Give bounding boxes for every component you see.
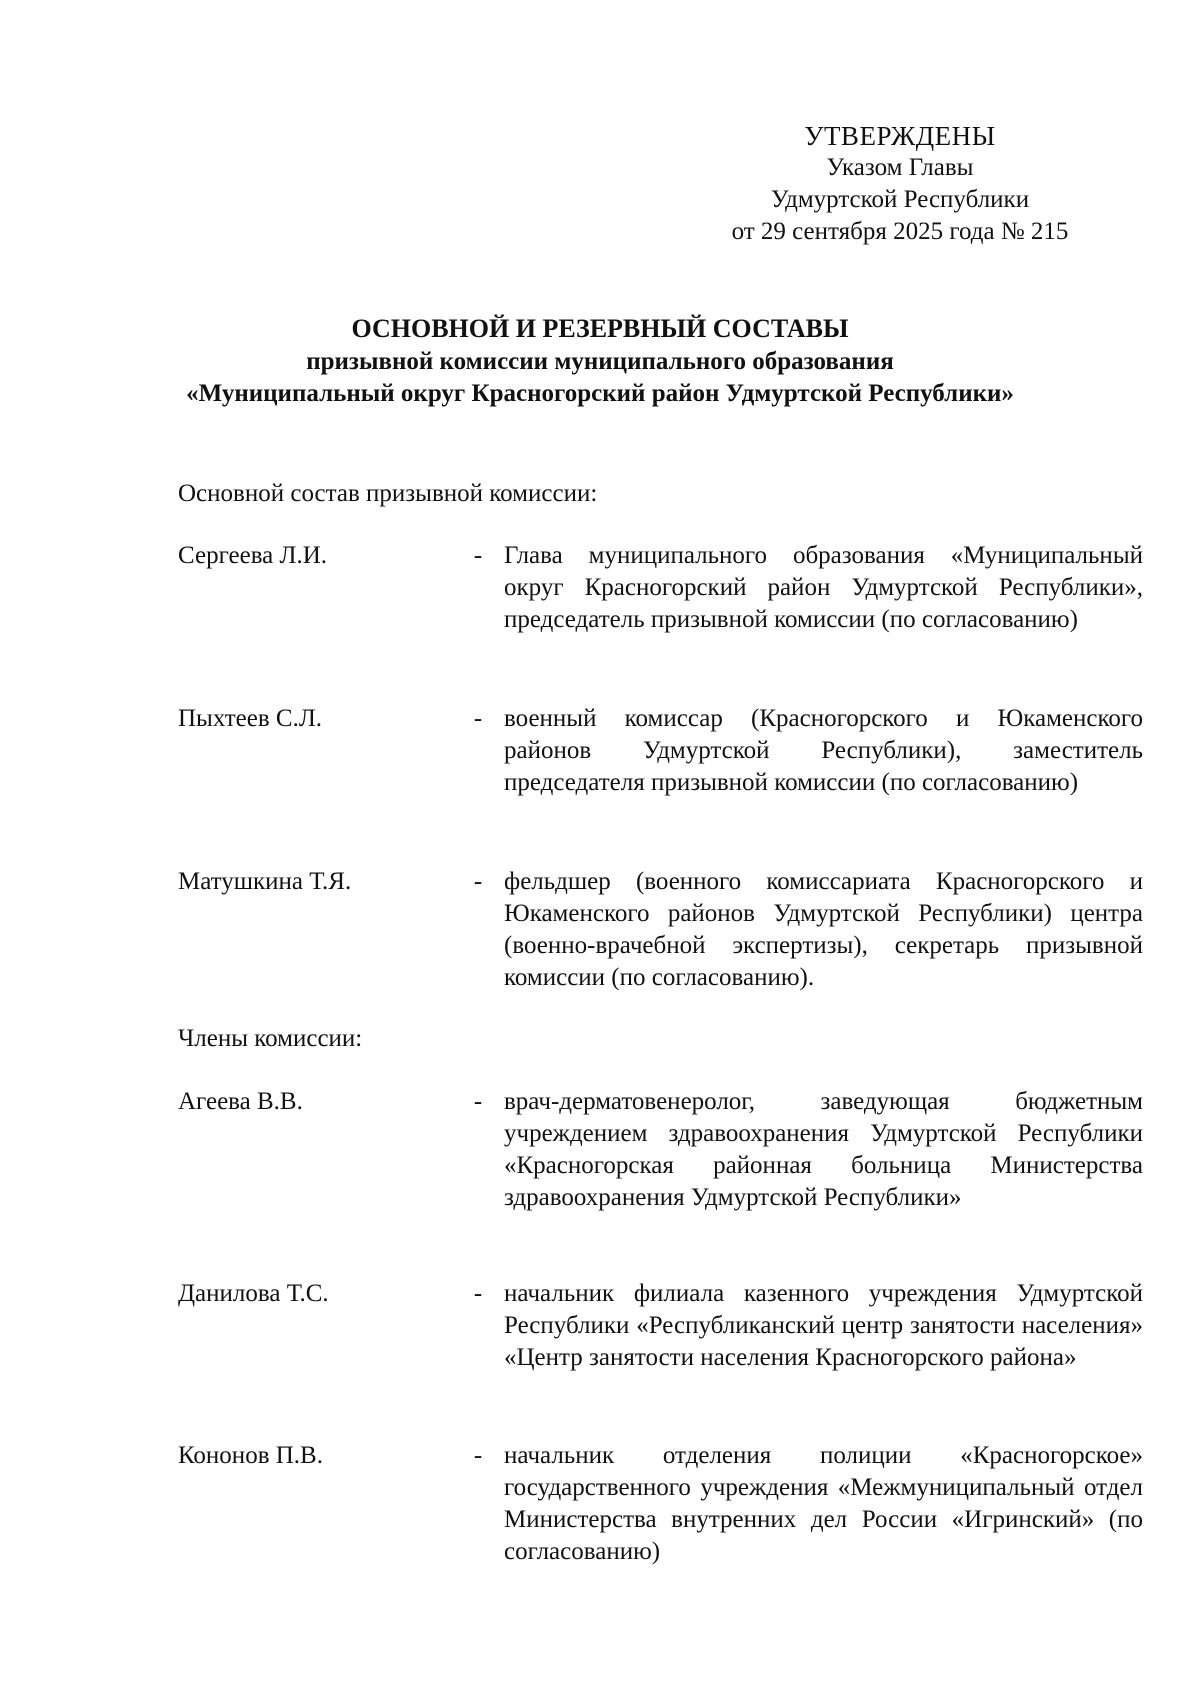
document-title [130, 312, 1070, 410]
member-description: Глава муниципального образования «Муниципальный округ Красногорский район Удмуртской Республики», председатель призывной комиссии (по согласованию) [504, 542, 1143, 633]
title-main: ОСНОВНОЙ И РЕЗЕРВНЫЙ СОСТАВЫ [351, 314, 849, 343]
title-subtitle-1: призывной комиссии муниципального образования [306, 348, 894, 375]
approval-line-decree: Указом Главы [826, 154, 974, 181]
member-description: фельдшер (военного комиссариата Красногорского и Юкаменского районов Удмуртской Республики) центра (военно-врачебной экспертизы), секретарь призывной комиссии (по согласованию). [504, 868, 1143, 991]
member-name: Кононов П.В. [178, 1442, 323, 1469]
member-name: Пыхтеев С.Л. [178, 705, 323, 732]
main-composition-heading: Основной состав призывной комиссии: [178, 480, 598, 507]
members-heading: Члены комиссии: [178, 1025, 363, 1052]
member-name: Агеева В.В. [178, 1088, 303, 1115]
member-dash: - [473, 868, 483, 895]
title-subtitle-2: «Муниципальный округ Красногорский район Удмуртской Республики» [186, 380, 1014, 407]
member-name: Данилова Т.С. [178, 1280, 329, 1307]
member-dash: - [473, 542, 483, 569]
member-description: врач-дерматовенеролог, заведующая бюджетным учреждением здравоохранения Удмуртской Республики «Красногорская районная больница Министерства здравоохранения Удмуртской Республики» [504, 1088, 1143, 1211]
approval-line-date: от 29 сентября 2025 года № 215 [731, 218, 1069, 245]
approval-stamp-title: УТВЕРЖДЕНЫ [804, 121, 996, 151]
member-dash: - [473, 705, 483, 732]
member-description: военный комиссар (Красногорского и Юкаменского районов Удмуртской Республики), заместитель председателя призывной комиссии (по согласованию) [504, 705, 1143, 796]
member-dash: - [473, 1088, 483, 1115]
member-description: начальник филиала казенного учреждения Удмуртской Республики «Республиканский центр занятости населения» «Центр занятости населения Красногорского района» [504, 1280, 1143, 1371]
member-description: начальник отделения полиции «Красногорское» государственного учреждения «Межмуниципальный отдел Министерства внутренних дел России «Игринский» (по согласованию) [504, 1442, 1143, 1565]
approval-line-republic: Удмуртской Республики [770, 186, 1030, 213]
member-name: Сергеева Л.И. [178, 542, 328, 569]
member-dash: - [473, 1280, 483, 1307]
approval-block [700, 120, 1100, 248]
member-dash: - [473, 1442, 483, 1469]
member-name: Матушкина Т.Я. [178, 868, 352, 895]
